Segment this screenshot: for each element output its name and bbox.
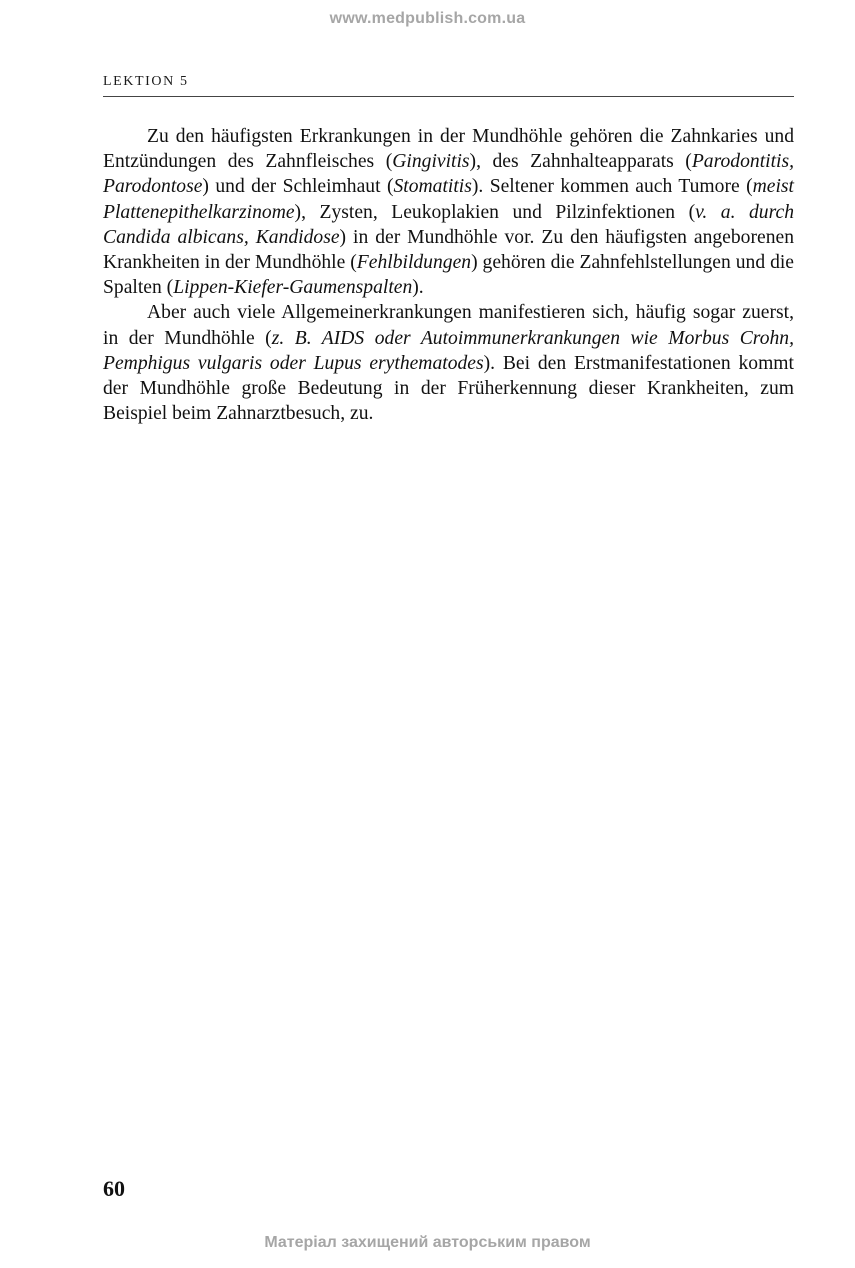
header-rule (103, 96, 794, 97)
text-run: ), Zysten, Leukoplakien und Pilzinfektionen ( (294, 201, 696, 223)
paragraph (103, 300, 794, 426)
text-run: Zu den häufigsten Erkrankungen in der Mundhöhle gehören die Zahnkaries und Entzündungen des Zahnfleisches ( (103, 126, 794, 173)
italic-term: Fehlbildungen (356, 252, 472, 274)
text-run: ). Seltener kommen auch Tumore ( (471, 176, 753, 198)
italic-term: Lippen-Kiefer-Gaumenspalten (173, 277, 413, 299)
text-run: ) in der Mundhöhle vor. Zu den häufigsten angeborenen Krankheiten in der Mundhöhle ( (103, 226, 794, 274)
text-run: ), des Zahnhalteapparats ( (469, 151, 692, 173)
italic-term: z. B. AIDS oder Autoimmunerkrankungen wie Morbus Crohn, Pemphigus vulgaris oder Lupus erythematodes (103, 327, 794, 374)
italic-term: meist Plattenepithelkarzinome (103, 176, 794, 223)
italic-term: Gingivitis (392, 151, 470, 173)
paragraph (103, 124, 794, 300)
text-run: ). (412, 277, 424, 299)
watermark-top: www.medpublish.com.ua (329, 10, 526, 27)
text-run: ) und der Schleimhaut ( (202, 176, 394, 198)
italic-term: Stomatitis (393, 176, 472, 198)
body-text (103, 124, 794, 426)
italic-term: v. a. durch Candida albicans, Kandidose (103, 201, 794, 248)
text-run: Aber auch viele Allgemeinerkrankungen manifestieren sich, häufig sogar zuerst, in der Mundhöhle ( (103, 302, 794, 349)
running-head: LEKTION 5 (103, 74, 189, 89)
text-run: ). Bei den Erstmanifestationen kommt der Mundhöhle große Bedeutung in der Früherkennung dieser Krankheiten, zum Beispiel beim Zahnarztbesuch, zu. (103, 352, 794, 425)
italic-term: Parodontitis, Parodontose (103, 151, 794, 198)
text-run: ) gehören die Zahnfehlstellungen und die Spalten ( (103, 252, 795, 299)
watermark-bottom: Матеріал захищений авторським правом (264, 1234, 591, 1251)
page-number: 60 (103, 1176, 125, 1201)
